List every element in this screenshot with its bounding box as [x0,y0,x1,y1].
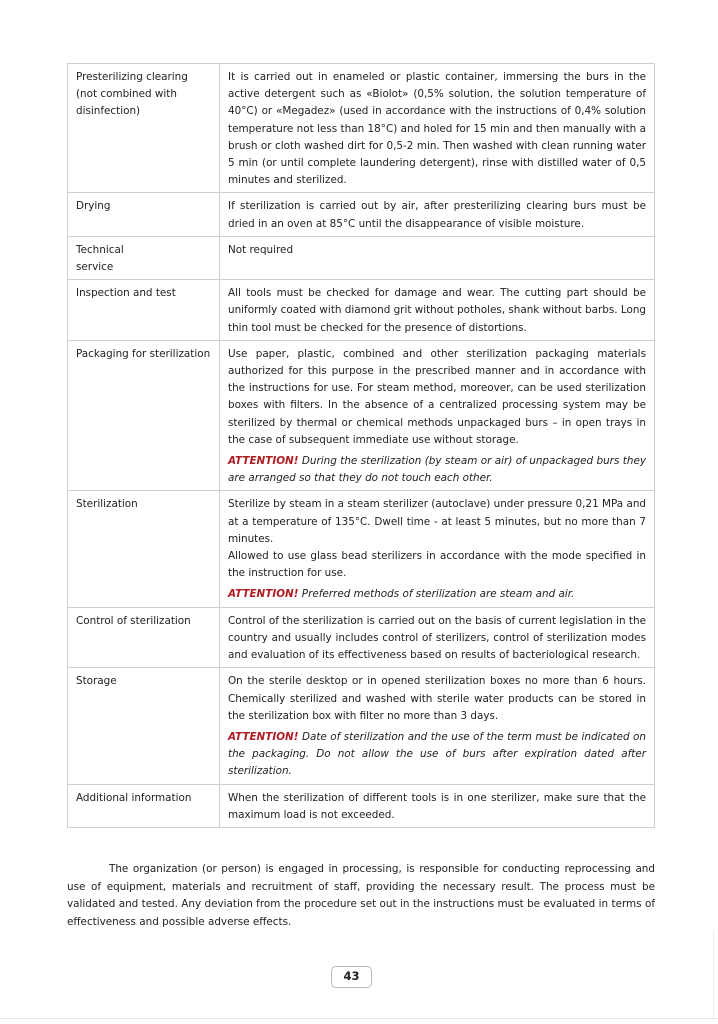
row-label: Sterilization [68,491,220,607]
table-row [68,280,655,341]
row-label: Control of sterilization [68,607,220,668]
row-description: If sterilization is carried out by air, after presterilizing clearing burs must be dried in an oven at 85°C until the disappearance of visible moisture. [220,193,655,236]
attention-note: ATTENTION! During the sterilization (by steam or air) of unpackaged burs they are arranged so that they do not touch each other. [228,455,646,485]
table-row [68,491,655,607]
attention-note: ATTENTION! Preferred methods of sterilization are steam and air. [228,588,575,601]
row-label: Drying [68,193,220,236]
table-row [68,784,655,827]
reprocessing-table [67,63,655,828]
page-number: 43 [331,966,372,988]
table-row [68,236,655,279]
row-label: Inspection and test [68,280,220,341]
row-label: Presterilizing clearing (not combined with disinfection) [68,64,220,193]
row-description: Control of the sterilization is carried out on the basis of current legislation in the country and usually includes control of sterilizers, control of sterilization modes and evaluation of its effectiveness based on results of bacteriological research. [220,607,655,668]
row-description: Use paper, plastic, combined and other sterilization packaging materials authorized for this purpose in the prescribed manner and in accordance with the instructions for use. For steam method, moreover, can be used sterilization boxes with filters. In the absence of a centralized processing system may be sterilized by thermal or chemical methods unpackaged burs – in open trays in the case of subsequent immediate use without storage. ATTENTION! During the sterilization (by steam or air) of unpackaged burs they are arranged so that they do not touch each other. [220,340,655,491]
attention-note: ATTENTION! Date of sterilization and the use of the term must be indicated on the packaging. Do not allow the use of burs after expiration dated after sterilization. [228,730,646,778]
table-row [68,64,655,193]
row-description: When the sterilization of different tools is in one sterilizer, make sure that the maximum load is not exceeded. [220,784,655,827]
attention-label: ATTENTION! [228,588,299,601]
table-row [68,193,655,236]
page-edge-divider [713,930,714,1020]
table-row [68,340,655,491]
row-description: Not required [220,236,655,279]
closing-paragraph: The organization (or person) is engaged in processing, is responsible for conducting reprocessing and use of equipment, materials and recruitment of staff, providing the necessary result. The process must be validated and tested. Any deviation from the procedure set out in the instructions must be evaluated in terms of effectiveness and possible adverse effects. [67,863,655,928]
row-description: It is carried out in enameled or plastic container, immersing the burs in the active detergent such as «Biolot» (0,5% solution, the solution temperature of 40°C) or «Megadez» (used in accordance with the instructions of 0,4% solution temperature not less than 18°C) and holed for 15 min and then manually with a brush or cloth washed dirt for 0,5-2 min. Then washed with clean running water 5 min (or until complete laundering detergent), rinse with distilled water of 0,5 minutes and sterilized. [220,64,655,193]
page-bottom-divider [0,1018,718,1019]
row-description: Sterilize by steam in a steam sterilizer (autoclave) under pressure 0,21 MPa and at a temperature of 135°C. Dwell time - at least 5 minutes, but no more than 7 minutes. Allowed to use glass bead sterilizers in accordance with the mode specified in the instruction for use. ATTENTION! Preferred methods of sterilization are steam and air. [220,491,655,607]
attention-label: ATTENTION! [228,730,299,743]
row-label: Packaging for sterilization [68,340,220,491]
row-description: All tools must be checked for damage and wear. The cutting part should be uniformly coated with diamond grit without potholes, shank without barbs. Long thin tool must be checked for the presence of distortions. [220,280,655,341]
attention-label: ATTENTION! [228,455,299,468]
row-label: Storage [68,668,220,784]
table-row [68,607,655,668]
row-label: Additional information [68,784,220,827]
row-label: Technical service [68,236,220,279]
table-row [68,668,655,784]
row-description: On the sterile desktop or in opened sterilization boxes no more than 6 hours. Chemically sterilized and washed with sterile water products can be stored in the sterilization box with filter no more than 3 days. ATTENTION! Date of sterilization and the use of the term must be indicated on the packaging. Do not allow the use of burs after expiration dated after sterilization. [220,668,655,784]
